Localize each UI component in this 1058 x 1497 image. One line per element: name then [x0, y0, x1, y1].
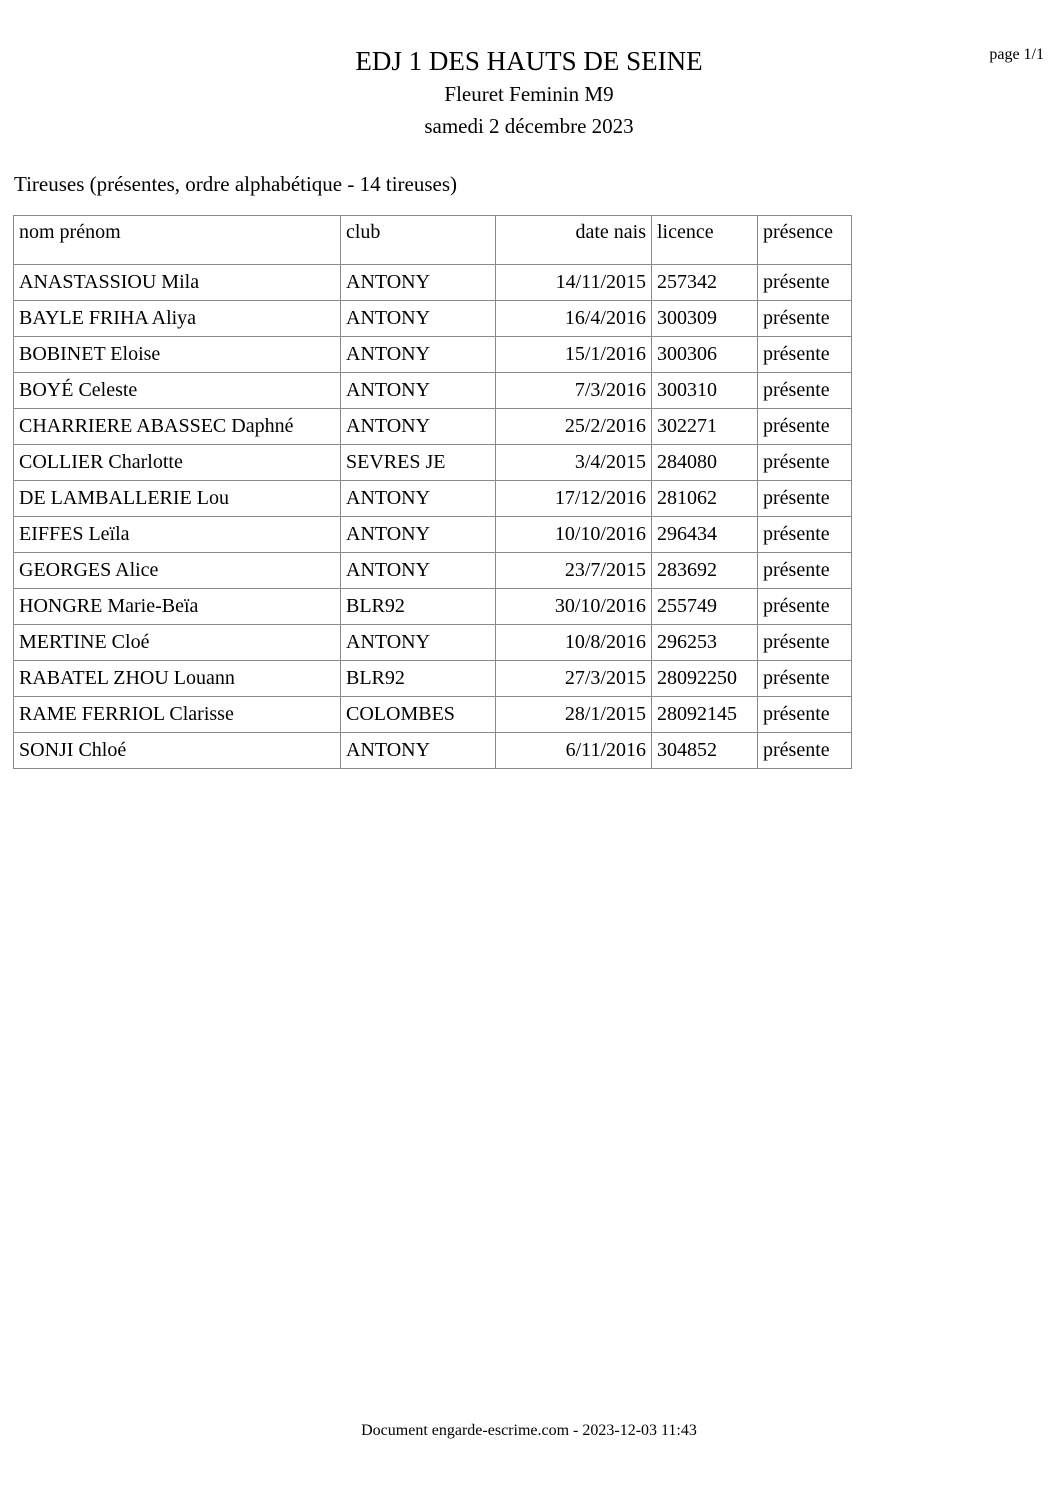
cell-presence: présente	[758, 481, 852, 517]
cell-club: BLR92	[341, 661, 496, 697]
table-row	[14, 373, 852, 409]
fencers-table	[13, 215, 852, 769]
cell-licence: 284080	[652, 445, 758, 481]
column-header-name: nom prénom	[14, 216, 341, 265]
cell-licence: 283692	[652, 553, 758, 589]
event-date: samedi 2 décembre 2023	[424, 114, 634, 138]
cell-name: COLLIER Charlotte	[14, 445, 341, 481]
cell-presence: présente	[758, 373, 852, 409]
column-header-presence: présence	[758, 216, 852, 265]
cell-birthdate: 3/4/2015	[496, 445, 652, 481]
cell-birthdate: 23/7/2015	[496, 553, 652, 589]
cell-presence: présente	[758, 445, 852, 481]
cell-club: BLR92	[341, 589, 496, 625]
table-row	[14, 301, 852, 337]
cell-presence: présente	[758, 265, 852, 301]
cell-birthdate: 30/10/2016	[496, 589, 652, 625]
cell-presence: présente	[758, 517, 852, 553]
cell-licence: 300310	[652, 373, 758, 409]
cell-club: COLOMBES	[341, 697, 496, 733]
cell-name: DE LAMBALLERIE Lou	[14, 481, 341, 517]
cell-birthdate: 10/10/2016	[496, 517, 652, 553]
cell-presence: présente	[758, 337, 852, 373]
cell-club: ANTONY	[341, 517, 496, 553]
cell-birthdate: 7/3/2016	[496, 373, 652, 409]
cell-name: ANASTASSIOU Mila	[14, 265, 341, 301]
cell-name: EIFFES Leïla	[14, 517, 341, 553]
cell-licence: 28092145	[652, 697, 758, 733]
section-heading: Tireuses (présentes, ordre alphabétique - 14 tireuses)	[14, 172, 458, 196]
cell-birthdate: 14/11/2015	[496, 265, 652, 301]
cell-birthdate: 17/12/2016	[496, 481, 652, 517]
cell-club: ANTONY	[341, 301, 496, 337]
cell-licence: 28092250	[652, 661, 758, 697]
cell-licence: 304852	[652, 733, 758, 769]
cell-birthdate: 10/8/2016	[496, 625, 652, 661]
table-row	[14, 445, 852, 481]
table-row	[14, 337, 852, 373]
cell-licence: 300306	[652, 337, 758, 373]
cell-presence: présente	[758, 733, 852, 769]
cell-name: RAME FERRIOL Clarisse	[14, 697, 341, 733]
cell-club: ANTONY	[341, 625, 496, 661]
cell-name: MERTINE Cloé	[14, 625, 341, 661]
cell-licence: 296434	[652, 517, 758, 553]
cell-presence: présente	[758, 625, 852, 661]
cell-presence: présente	[758, 697, 852, 733]
cell-birthdate: 6/11/2016	[496, 733, 652, 769]
cell-birthdate: 16/4/2016	[496, 301, 652, 337]
cell-club: ANTONY	[341, 481, 496, 517]
table-row	[14, 409, 852, 445]
cell-birthdate: 27/3/2015	[496, 661, 652, 697]
document-title: EDJ 1 DES HAUTS DE SEINE	[355, 46, 703, 76]
cell-club: ANTONY	[341, 265, 496, 301]
column-header-licence: licence	[652, 216, 758, 265]
cell-licence: 281062	[652, 481, 758, 517]
cell-licence: 300309	[652, 301, 758, 337]
cell-club: ANTONY	[341, 733, 496, 769]
table-row	[14, 733, 852, 769]
table-body	[14, 265, 852, 769]
cell-licence: 255749	[652, 589, 758, 625]
document-footer: Document engarde-escrime.com - 2023-12-03 11:43	[361, 1422, 697, 1439]
cell-name: BOYÉ Celeste	[14, 373, 341, 409]
table-row	[14, 697, 852, 733]
table-row	[14, 481, 852, 517]
cell-name: CHARRIERE ABASSEC Daphné	[14, 409, 341, 445]
cell-presence: présente	[758, 553, 852, 589]
table-row	[14, 661, 852, 697]
column-header-club: club	[341, 216, 496, 265]
cell-birthdate: 25/2/2016	[496, 409, 652, 445]
cell-licence: 257342	[652, 265, 758, 301]
cell-birthdate: 15/1/2016	[496, 337, 652, 373]
cell-club: ANTONY	[341, 373, 496, 409]
cell-club: ANTONY	[341, 553, 496, 589]
cell-club: SEVRES JE	[341, 445, 496, 481]
cell-name: HONGRE Marie-Beïa	[14, 589, 341, 625]
cell-name: BAYLE FRIHA Aliya	[14, 301, 341, 337]
table-row	[14, 625, 852, 661]
cell-name: GEORGES Alice	[14, 553, 341, 589]
table-row	[14, 517, 852, 553]
cell-name: BOBINET Eloise	[14, 337, 341, 373]
table-row	[14, 589, 852, 625]
cell-birthdate: 28/1/2015	[496, 697, 652, 733]
cell-name: RABATEL ZHOU Louann	[14, 661, 341, 697]
page-number: page 1/1	[989, 46, 1044, 63]
cell-licence: 302271	[652, 409, 758, 445]
cell-club: ANTONY	[341, 337, 496, 373]
cell-presence: présente	[758, 301, 852, 337]
cell-presence: présente	[758, 661, 852, 697]
cell-licence: 296253	[652, 625, 758, 661]
cell-club: ANTONY	[341, 409, 496, 445]
table-row	[14, 553, 852, 589]
table-row	[14, 265, 852, 301]
column-header-birthdate: date nais	[496, 216, 652, 265]
cell-presence: présente	[758, 409, 852, 445]
document-header	[0, 44, 1058, 142]
cell-presence: présente	[758, 589, 852, 625]
cell-name: SONJI Chloé	[14, 733, 341, 769]
event-name: Fleuret Feminin M9	[444, 82, 614, 106]
table-header-row	[14, 216, 852, 265]
